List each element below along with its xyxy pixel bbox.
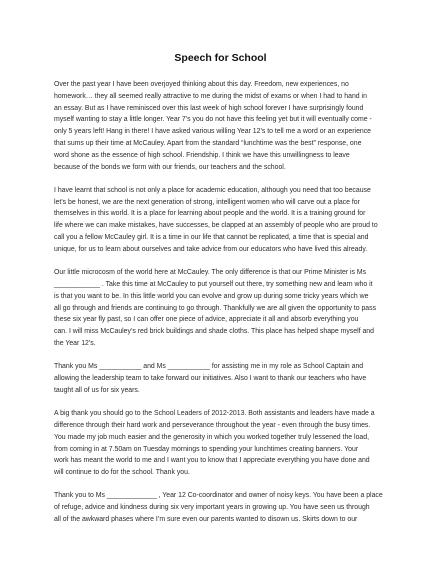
paragraph [54,185,387,256]
text-line: Thank you to Ms _____________ , Year 12 Co-coordinator and owner of noisy keys. You have been a place [54,492,383,500]
text-line: let’s be honest, we are the next generation of strong, intelligent women who will carve out a place for [54,198,360,206]
text-line: work has meant the world to me and I want you to know that I appreciate everything you have done and [54,457,370,465]
text-line: the Year 12’s. [54,339,96,347]
text-line: taught all of us for six years. [54,386,140,394]
text-line: I have learnt that school is not only a place for academic education, although you need that too because [54,186,371,194]
text-line: will continue to do for the school. Thank you. [54,469,190,477]
paragraph [54,267,387,350]
paragraph [54,408,387,479]
text-line: Our little microcosm of the world here at McCauley. The only difference is that our Prime Minister is Ms [54,269,367,277]
text-line: myself wanting to stay a little longer. Year 7’s you do not have this feeling yet but it will eventually come - [54,116,372,124]
text-line: A big thank you should go to the School Leaders of 2012-2013. Both assistants and leaders have made a [54,410,375,418]
text-line: themselves in this world. It is a place for learning about people and the world. It is a training ground for [54,210,366,218]
text-line: can. I will miss McCauley’s red brick buildings and shade cloths. This place has helped shape myself and [54,328,374,336]
text-line: because of the bonds we form with our friends, our teachers and the school. [54,163,286,171]
text-line: only 5 years left! Hang in there! I have asked various willing Year 12’s to tell me a word or an experience [54,128,372,136]
text-line: allowing the leadership team to take forward our initiatives. Also I want to thank our teachers who have [54,375,367,383]
paragraph [54,79,387,173]
text-line: all of the awkward phases where I’m sure even our parents wanted to disown us. Skirts down to our [54,516,358,523]
text-line: Thank you Ms ___________ and Ms ___________ for assisting me in my role as School Captain and [54,363,364,371]
text-line: difference through their hard work and perseverance throughout the year - even through the busy times. [54,421,371,429]
text-line: all go through and friends are continuing to go through. Thankfully we are all given the opportunity to pass [54,304,377,312]
text-line: an essay. But as I have reminisced over this last week of high school forever I have surprisingly found [54,104,364,112]
text-line: these six year fly past, so I can offer one piece of advice, appreciate it all and absorb everything you [54,316,359,324]
text-line: Over the past year I have been overjoyed thinking about this day. Freedom, new experiences, no [54,81,349,88]
document-title: Speech for School [174,52,267,64]
text-line: that sums up their time at McCauley. Apart from the standard “lunchtime was the best” response, one [54,139,362,147]
text-line: unique, for us to learn about ourselves and take advice from our educators who have lived this already. [54,245,368,253]
paragraph [54,490,387,525]
paragraph [54,361,387,396]
text-line: is that you want to be. In this little world you can evolve and grow up during some tricky years which we [54,292,369,300]
text-line: ____________ . Take this time at McCauley to put yourself out there, try something new and learn who it [54,280,373,288]
text-line: call you a fellow McCauley girl. It is a time in our life that cannot be replicated, a time that is special and [54,234,369,242]
text-line: of refuge, advice and kindness during six very important years in growing up. You have seen us through [54,504,370,512]
text-line: word shone as the essence of high school. Friendship. I think we have this unwillingness to leave [54,151,350,159]
text-line: from coming in at 7.50am on Tuesday mornings to spending your lunchtimes creating banners. Your [54,445,359,453]
text-line: life where we can make mistakes, have successes, be clapped at an assembly of people who are proud to [54,222,378,230]
text-line: homework… they all seemed really attractive to me during the midst of exams or when I had to hand in [54,92,367,100]
document-body [54,79,387,526]
text-line: You made my job much easier and the generosity in which you worked together truly lessened the load, [54,433,369,441]
